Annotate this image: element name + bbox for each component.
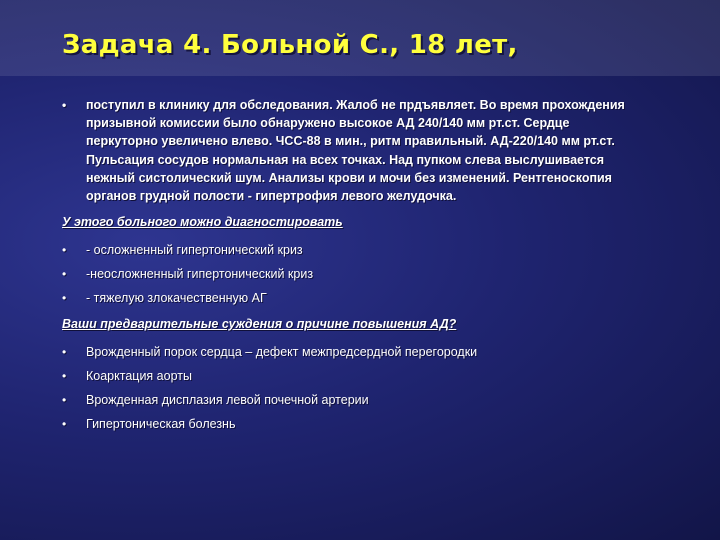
- bullet-icon: •: [62, 417, 67, 432]
- bullet-icon: •: [62, 393, 67, 408]
- option-text: Врожденная дисплазия левой почечной артерии: [86, 393, 369, 408]
- slide-content: [62, 96, 642, 439]
- slide-title: Задача 4. Больной С., 18 лет,: [62, 30, 518, 60]
- bullet-icon: •: [62, 291, 67, 306]
- option-text: -неосложненный гипертонический криз: [86, 267, 314, 282]
- question1-option: [62, 265, 642, 283]
- option-text: Врожденный порок сердца – дефект межпредсердной перегородки: [86, 345, 478, 360]
- question2-option: [62, 367, 642, 385]
- intro-text: поступил в клинику для обследования. Жалоб не прдъявляет. Во время прохождения призывной комиссии было обнаружено высокое АД 240/140 мм рт.ст. Сердце перкуторно увеличено влево. ЧСС-88 в мин., ритм правильный. АД-220/140 мм рт.ст. Пульсация сосудов нормальная на всех точках. Над пупком слева выслушивается нежный систолический шум. Анализы крови и мочи без изменений. Рентгеноскопия органов грудной полости - гипертрофия левого желудочка.: [86, 98, 625, 204]
- intro-bullet: [62, 96, 642, 205]
- question1-option: [62, 289, 642, 307]
- option-text: - осложненный гипертонический криз: [86, 243, 303, 258]
- option-text: - тяжелую злокачественную АГ: [86, 291, 267, 306]
- question1-option: [62, 241, 642, 259]
- bullet-icon: •: [62, 98, 67, 112]
- bullet-icon: •: [62, 345, 67, 360]
- question2-option: [62, 343, 642, 361]
- bullet-icon: •: [62, 267, 67, 282]
- option-text: Гипертоническая болезнь: [86, 417, 236, 432]
- option-text: Коарктация аорты: [86, 369, 192, 384]
- question2-heading: Ваши предварительные суждения о причине повышения АД?: [62, 317, 457, 332]
- question2-option: [62, 391, 642, 409]
- question1-heading: У этого больного можно диагностировать: [62, 215, 343, 230]
- question2-option: [62, 415, 642, 433]
- bullet-icon: •: [62, 243, 67, 258]
- bullet-icon: •: [62, 369, 67, 384]
